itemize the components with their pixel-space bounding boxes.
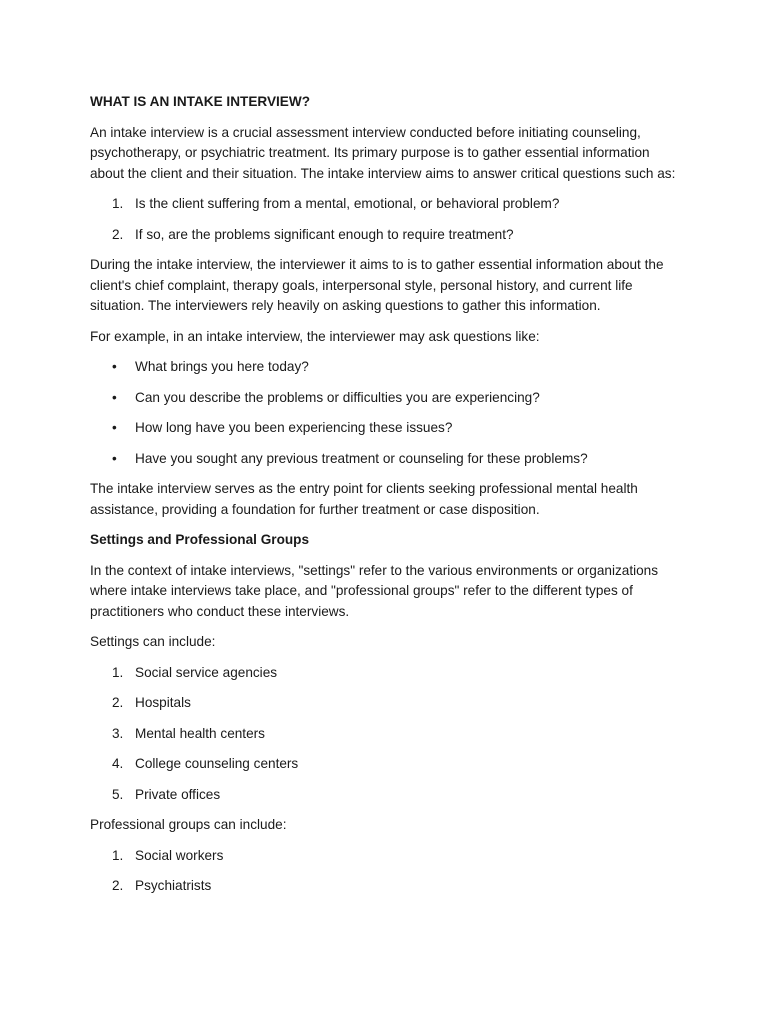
during-paragraph: During the intake interview, the interviewer it aims to is to gather essential information about the client's chief complaint, therapy goals, interpersonal style, personal history, and current life situation. The interviewers rely heavily on asking questions to gather this information. [90,257,664,313]
groups-intro: Professional groups can include: [90,817,287,832]
list-item [90,357,682,378]
list-item [90,418,682,439]
example-questions-list [90,357,682,469]
list-item-text: Psychiatrists [135,878,212,893]
critical-questions-list [90,194,682,245]
list-item-text: College counseling centers [135,756,299,771]
list-item-text: What brings you here today? [135,359,309,374]
list-number: 2. [112,878,124,893]
list-item-text: Social service agencies [135,664,278,680]
example-intro-paragraph: For example, in an intake interview, the interviewer may ask questions like: [90,328,540,344]
list-item-text: Social workers [135,847,224,863]
settings-intro: Settings can include: [90,634,216,649]
list-item [90,388,682,409]
list-item [90,194,682,215]
list-number: 1. [112,664,124,680]
intro-paragraph: An intake interview is a crucial assessment interview conducted before initiating counseling, psychotherapy, or psychiatric treatment. Its primary purpose is to gather essential information about the client and their situation. The intake interview aims to answer critical questions such as: [90,124,676,181]
list-item-text: Hospitals [135,695,191,710]
list-item [90,663,682,684]
list-number: 2. [112,226,124,242]
list-item [90,846,682,867]
list-number: 3. [112,725,124,741]
settings-context-paragraph: In the context of intake interviews, "settings" refer to the various environments or organizations where intake interviews take place, and "professional groups" refer to the different types of practitioners who conduct these interviews. [90,562,659,619]
list-item [90,693,682,714]
list-item-text: If so, are the problems significant enough to require treatment? [135,226,514,242]
list-item [90,724,682,745]
settings-list [90,663,682,806]
document-page [90,92,682,907]
list-item [90,225,682,246]
list-item-text: Have you sought any previous treatment or counseling for these problems? [135,450,588,466]
list-item [90,449,682,470]
page-title: WHAT IS AN INTAKE INTERVIEW? [90,94,311,109]
professional-groups-list [90,846,682,897]
list-number: 1. [112,847,124,863]
list-item-text: Is the client suffering from a mental, emotional, or behavioral problem? [135,196,560,211]
list-item-text: How long have you been experiencing these issues? [135,420,453,435]
bullet-icon: • [112,420,117,435]
bullet-icon: • [112,359,117,374]
list-item [90,876,682,897]
bullet-icon: • [112,389,117,405]
bullet-icon: • [112,450,117,466]
list-number: 4. [112,756,124,771]
entry-point-paragraph: The intake interview serves as the entry point for clients seeking professional mental health assistance, providing a foundation for further treatment or case disposition. [90,481,638,517]
list-item-text: Can you describe the problems or difficulties you are experiencing? [135,389,540,405]
list-item [90,785,682,806]
list-item-text: Private offices [135,786,221,802]
list-item-text: Mental health centers [135,725,265,741]
list-item [90,754,682,775]
list-number: 5. [112,786,124,802]
list-number: 1. [112,196,124,211]
section-heading: Settings and Professional Groups [90,532,310,547]
list-number: 2. [112,695,124,710]
